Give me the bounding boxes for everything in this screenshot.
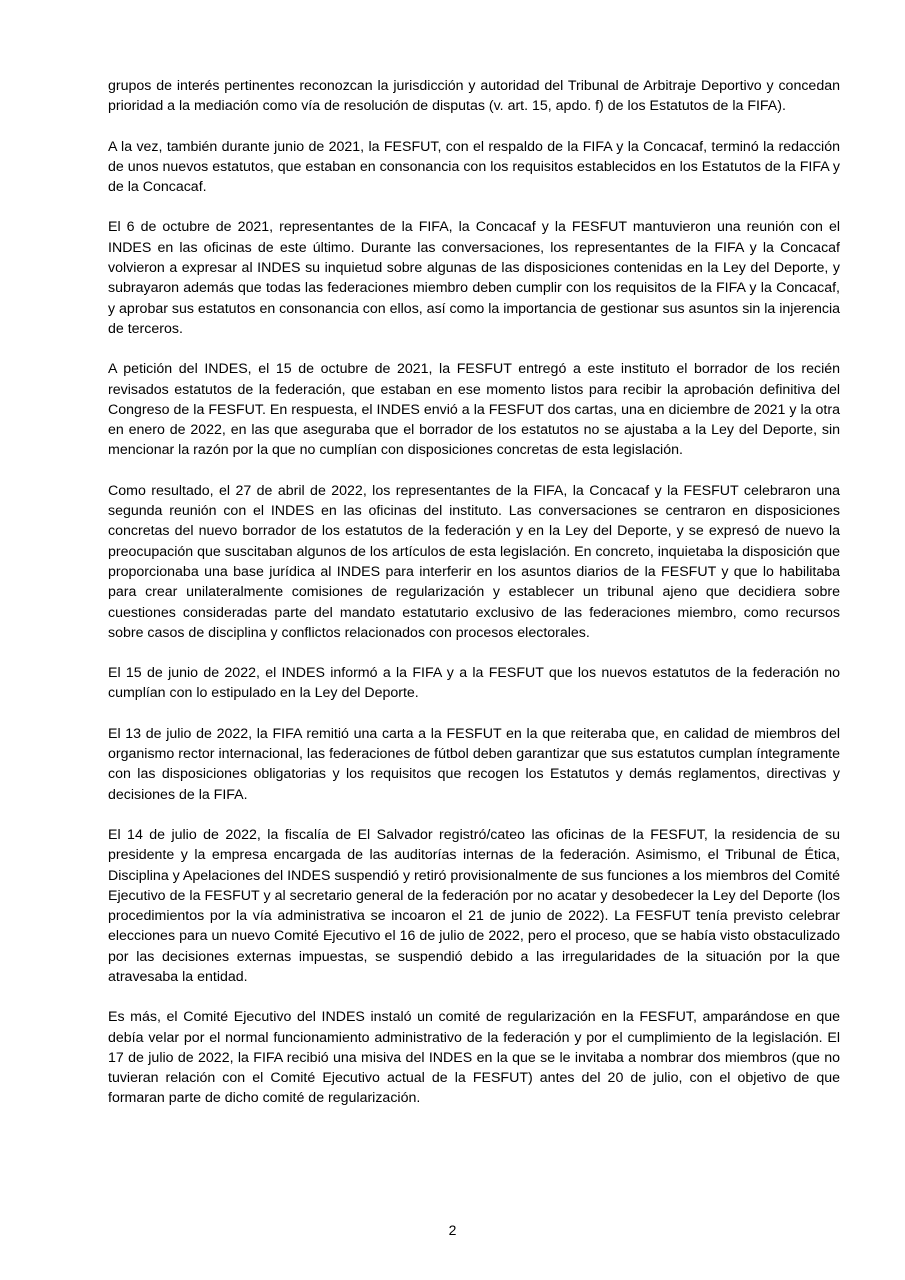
paragraph-7: El 13 de julio de 2022, la FIFA remitió una carta a la FESFUT en la que reiteraba que, en calidad de miembros del organismo rector internacional, las federaciones de fútbol deben garantizar que sus estatutos cumplan íntegramente con las disposiciones obligatorias y los requisitos que recogen los Estatutos y demás reglamentos, directivas y decisiones de la FIFA. bbox=[108, 725, 840, 803]
paragraph-9: Es más, el Comité Ejecutivo del INDES instaló un comité de regularización en la FESFUT, amparándose en que debía velar por el normal funcionamiento administrativo de la federación y por el cumplimiento de la legislación. El 17 de julio de 2022, la FIFA recibió una misiva del INDES en la que se le invitaba a nombrar dos miembros (que no tuvieran relación con el Comité Ejecutivo actual de la FESFUT) antes del 20 de julio, con el objetivo de que formaran parte de dicho comité de regularización. bbox=[108, 1009, 840, 1107]
paragraph-1: grupos de interés pertinentes reconozcan la jurisdicción y autoridad del Tribunal de Arbitraje Deportivo y concedan prioridad a la mediación como vía de resolución de disputas (v. art. 15, apdo. f) de los Estatutos de la FIFA). bbox=[108, 78, 840, 115]
paragraph-8: El 14 de julio de 2022, la fiscalía de El Salvador registró/cateo las oficinas de la FESFUT, la residencia de su presidente y la empresa encargada de las auditorías internas de la federación. Asimismo, el Tribunal de Ética, Disciplina y Apelaciones del INDES suspendió y retiró provisionalmente de sus funciones a los miembros del Comité Ejecutivo de la FESFUT y al secretario general de la federación por no acatar y desobedecer la Ley del Deporte (los procedimientos por la vía administrativa se incoaron el 21 de junio de 2022). La FESFUT tenía previsto celebrar elecciones para un nuevo Comité Ejecutivo el 16 de julio de 2022, pero el proceso, que se había visto obstaculizado por las decisiones externas impuestas, se suspendió debido a las irregularidades de la situación por la que atravesaba la entidad. bbox=[108, 826, 840, 985]
paragraph-4: A petición del INDES, el 15 de octubre de 2021, la FESFUT entregó a este instituto el borrador de los recién revisados estatutos de la federación, que estaban en ese momento listos para recibir la aprobación definitiva del Congreso de la FESFUT. En respuesta, el INDES envió a la FESFUT dos cartas, una en diciembre de 2021 y la otra en enero de 2022, en las que aseguraba que el borrador de los estatutos no se ajustaba a la Ley del Deporte, sin mencionar la razón por la que no cumplían con disposiciones concretas de esta legislación. bbox=[108, 361, 840, 459]
paragraph-3: El 6 de octubre de 2021, representantes de la FIFA, la Concacaf y la FESFUT mantuvieron una reunión con el INDES en las oficinas de este último. Durante las conversaciones, los representantes de la FIFA y la Concacaf volvieron a expresar al INDES su inquietud sobre algunas de las disposiciones contenidas en la Ley del Deporte, y subrayaron además que todas las federaciones miembro deben cumplir con los requisitos de la FIFA y la Concacaf, y aprobar sus estatutos en consonancia con ellos, así como la importancia de gestionar sus asuntos sin la injerencia de terceros. bbox=[108, 219, 840, 337]
paragraph-5: Como resultado, el 27 de abril de 2022, los representantes de la FIFA, la Concacaf y la FESFUT celebraron una segunda reunión con el INDES en las oficinas del instituto. Las conversaciones se centraron en disposiciones concretas del nuevo borrador de los estatutos de la federación y en la Ley del Deporte, y se expresó de nuevo la preocupación que suscitaban algunos de los artículos de esta legislación. En concreto, inquietaba la disposición que proporcionaba una base jurídica al INDES para interferir en los asuntos diarios de la FESFUT y que lo habilitaba para crear unilateralmente comisiones de regularización y establecer un tribunal ajeno que decidiera sobre cuestiones consideradas parte del mandato estatutario exclusivo de las federaciones miembro, como recursos sobre casos de disciplina y conflictos relacionados con procesos electorales. bbox=[108, 482, 840, 641]
paragraph-6: El 15 de junio de 2022, el INDES informó a la FIFA y a la FESFUT que los nuevos estatutos de la federación no cumplían con lo estipulado en la Ley del Deporte. bbox=[108, 665, 840, 702]
document-body bbox=[108, 76, 840, 1129]
paragraph-2: A la vez, también durante junio de 2021, la FESFUT, con el respaldo de la FIFA y la Concacaf, terminó la redacción de unos nuevos estatutos, que estaban en consonancia con los requisitos establecidos en los Estatutos de la FIFA y de la Concacaf. bbox=[108, 138, 840, 196]
page-number: 2 bbox=[448, 1222, 457, 1238]
